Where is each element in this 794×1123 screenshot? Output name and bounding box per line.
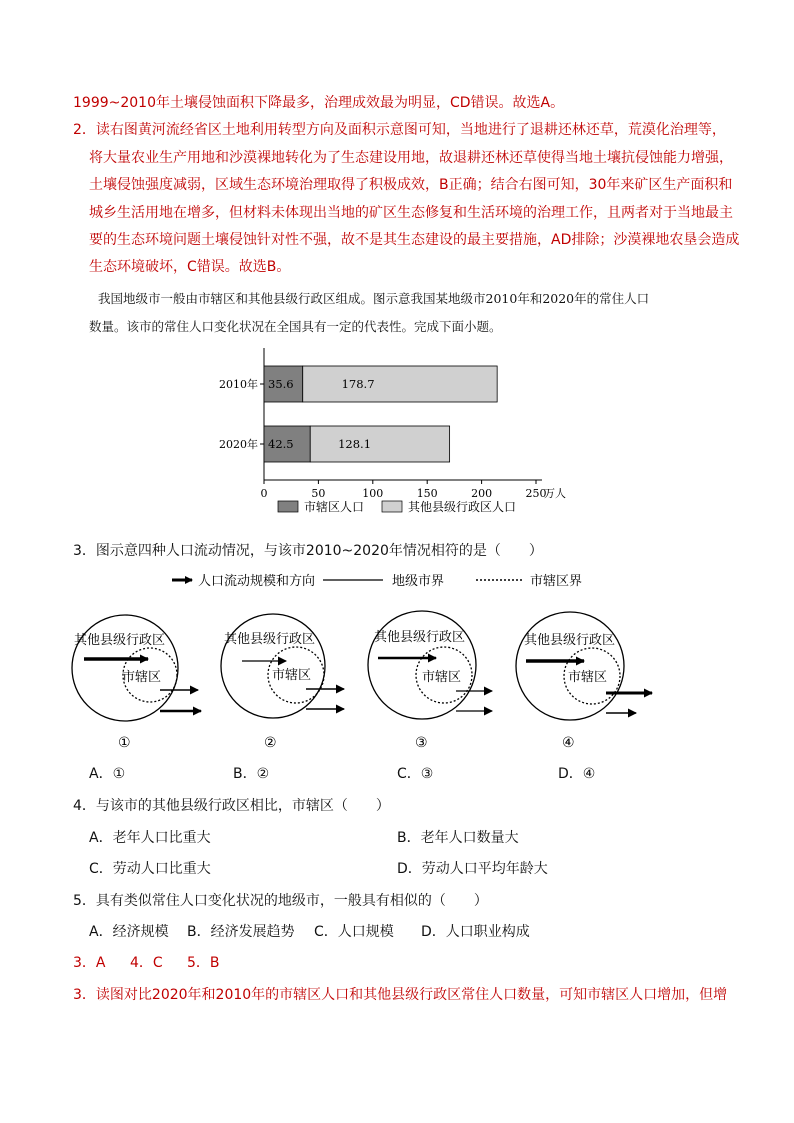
question-4-stem: 4．与该市的其他县级行政区相比，市辖区（ ） <box>73 798 390 814</box>
q3-option-b[interactable]: B．② <box>233 766 270 782</box>
diagram-4 <box>516 612 652 751</box>
diagram-2 <box>221 614 344 751</box>
q5-option-c[interactable]: C．人口规模 <box>314 924 394 940</box>
diagram-4-number: ④ <box>562 735 575 751</box>
q4-option-a[interactable]: A．老年人口比重大 <box>89 830 211 846</box>
q2-explain-line-6: 生态环境破坏，C错误。故选B。 <box>89 259 291 275</box>
legend-swatch-other <box>382 501 402 512</box>
city-boundary-2 <box>221 614 325 718</box>
q5-option-d[interactable]: D．人口职业构成 <box>421 924 530 940</box>
bar-value-label: 178.7 <box>341 377 375 391</box>
bar-segment <box>303 366 497 402</box>
question-5-stem: 5．具有类似常住人口变化状况的地级市，一般具有相似的（ ） <box>73 893 488 909</box>
diagram-4-outer-label: 其他县级行政区 <box>524 633 616 648</box>
x-tick-label: 0 <box>260 487 268 500</box>
diagram-4-inner-label: 市辖区 <box>568 670 608 685</box>
diagram-1-outer-label: 其他县级行政区 <box>74 633 166 648</box>
q3-option-d[interactable]: D．④ <box>558 766 596 782</box>
answer-5: 5．B <box>187 955 220 971</box>
diagram-2-number: ② <box>264 735 277 751</box>
diagram-1 <box>72 615 201 751</box>
legend-label-district: 市辖区人口 <box>304 500 365 514</box>
material-intro-line-2: 数量。该市的常住人口变化状况在全国具有一定的代表性。完成下面小题。 <box>89 319 502 334</box>
city-boundary-3 <box>368 611 476 719</box>
city-boundary-1 <box>72 615 178 721</box>
legend-flow-label: 人口流动规模和方向 <box>198 574 316 589</box>
q4-option-c[interactable]: C．劳动人口比重大 <box>89 861 211 877</box>
legend-label-other: 其他县级行政区人口 <box>408 500 517 514</box>
city-boundary-4 <box>516 612 624 720</box>
diagram-3-outer-label: 其他县级行政区 <box>374 630 466 645</box>
bar-value-label: 128.1 <box>338 437 372 451</box>
explanation-3-line-1: 3．读图对比2020年和2010年的市辖区人口和其他县级行政区常住人口数量，可知市辖区人口增加，但增 <box>73 987 728 1003</box>
q3-option-a[interactable]: A．① <box>89 766 126 782</box>
prev-answer-line: 1999~2010年土壤侵蚀面积下降最多，治理成效最为明显，CD错误。故选A。 <box>73 95 565 111</box>
q2-explain-line-1: 2．读右图黄河流经省区土地利用转型方向及面积示意图可知，当地进行了退耕还林还草，荒漠化治理等， <box>73 122 726 138</box>
q2-explain-line-3: 土壤侵蚀强度减弱，区域生态环境治理取得了积极成效，B正确；结合右图可知，30年来矿区生产面积和 <box>89 177 733 193</box>
q2-explain-line-2: 将大量农业生产用地和沙漠裸地转化为了生态建设用地，故退耕还林还草使得当地土壤抗侵蚀能力增强， <box>89 150 733 166</box>
population-bar-chart <box>200 340 600 530</box>
bar-segment <box>310 426 449 462</box>
diagram-1-inner-label: 市辖区 <box>122 670 162 685</box>
diagram-1-number: ① <box>118 735 131 751</box>
x-axis-unit: 万人 <box>544 487 566 500</box>
x-tick-label: 50 <box>311 487 326 500</box>
legend-district-boundary-label: 市辖区界 <box>530 574 583 589</box>
q5-option-a[interactable]: A．经济规模 <box>89 924 169 940</box>
q3-flow-diagrams <box>60 595 680 760</box>
legend-swatch-district <box>278 501 298 512</box>
diagram-3-inner-label: 市辖区 <box>422 670 462 685</box>
q4-option-d[interactable]: D．劳动人口平均年龄大 <box>397 861 548 877</box>
q2-explain-line-4: 城乡生活用地在增多，但材料未体现出当地的矿区生态修复和生活环境的治理工作，且两者对于当地最主 <box>89 205 733 221</box>
y-category-label: 2020年 <box>219 438 258 451</box>
q5-option-b[interactable]: B．经济发展趋势 <box>187 924 295 940</box>
q3-legend <box>170 567 610 593</box>
q3-option-c[interactable]: C．③ <box>397 766 434 782</box>
legend-city-boundary-label: 地级市界 <box>392 574 445 589</box>
answer-4: 4．C <box>130 955 163 971</box>
diagram-2-outer-label: 其他县级行政区 <box>224 632 316 647</box>
diagram-2-inner-label: 市辖区 <box>272 668 312 683</box>
bar-value-label: 35.6 <box>268 377 294 391</box>
bar-value-label: 42.5 <box>268 437 294 451</box>
material-intro-line-1: 我国地级市一般由市辖区和其他县级行政区组成。图示意我国某地级市2010年和2020年的常住人口 <box>98 291 650 306</box>
x-tick-label: 200 <box>471 487 493 500</box>
q4-option-b[interactable]: B．老年人口数量大 <box>397 830 519 846</box>
y-category-label: 2010年 <box>219 378 258 391</box>
x-tick-label: 250 <box>525 487 547 500</box>
diagram-3 <box>368 611 492 751</box>
diagram-3-number: ③ <box>415 735 428 751</box>
q2-explain-line-5: 要的生态环境问题土壤侵蚀针对性不强，故不是其生态建设的最主要措施，AD排除；沙漠裸地农垦会造成 <box>89 232 740 248</box>
x-tick-label: 150 <box>416 487 438 500</box>
x-tick-label: 100 <box>362 487 384 500</box>
answer-3: 3．A <box>73 955 106 971</box>
question-3-stem: 3．图示意四种人口流动情况，与该市2010~2020年情况相符的是（ ） <box>73 543 543 559</box>
